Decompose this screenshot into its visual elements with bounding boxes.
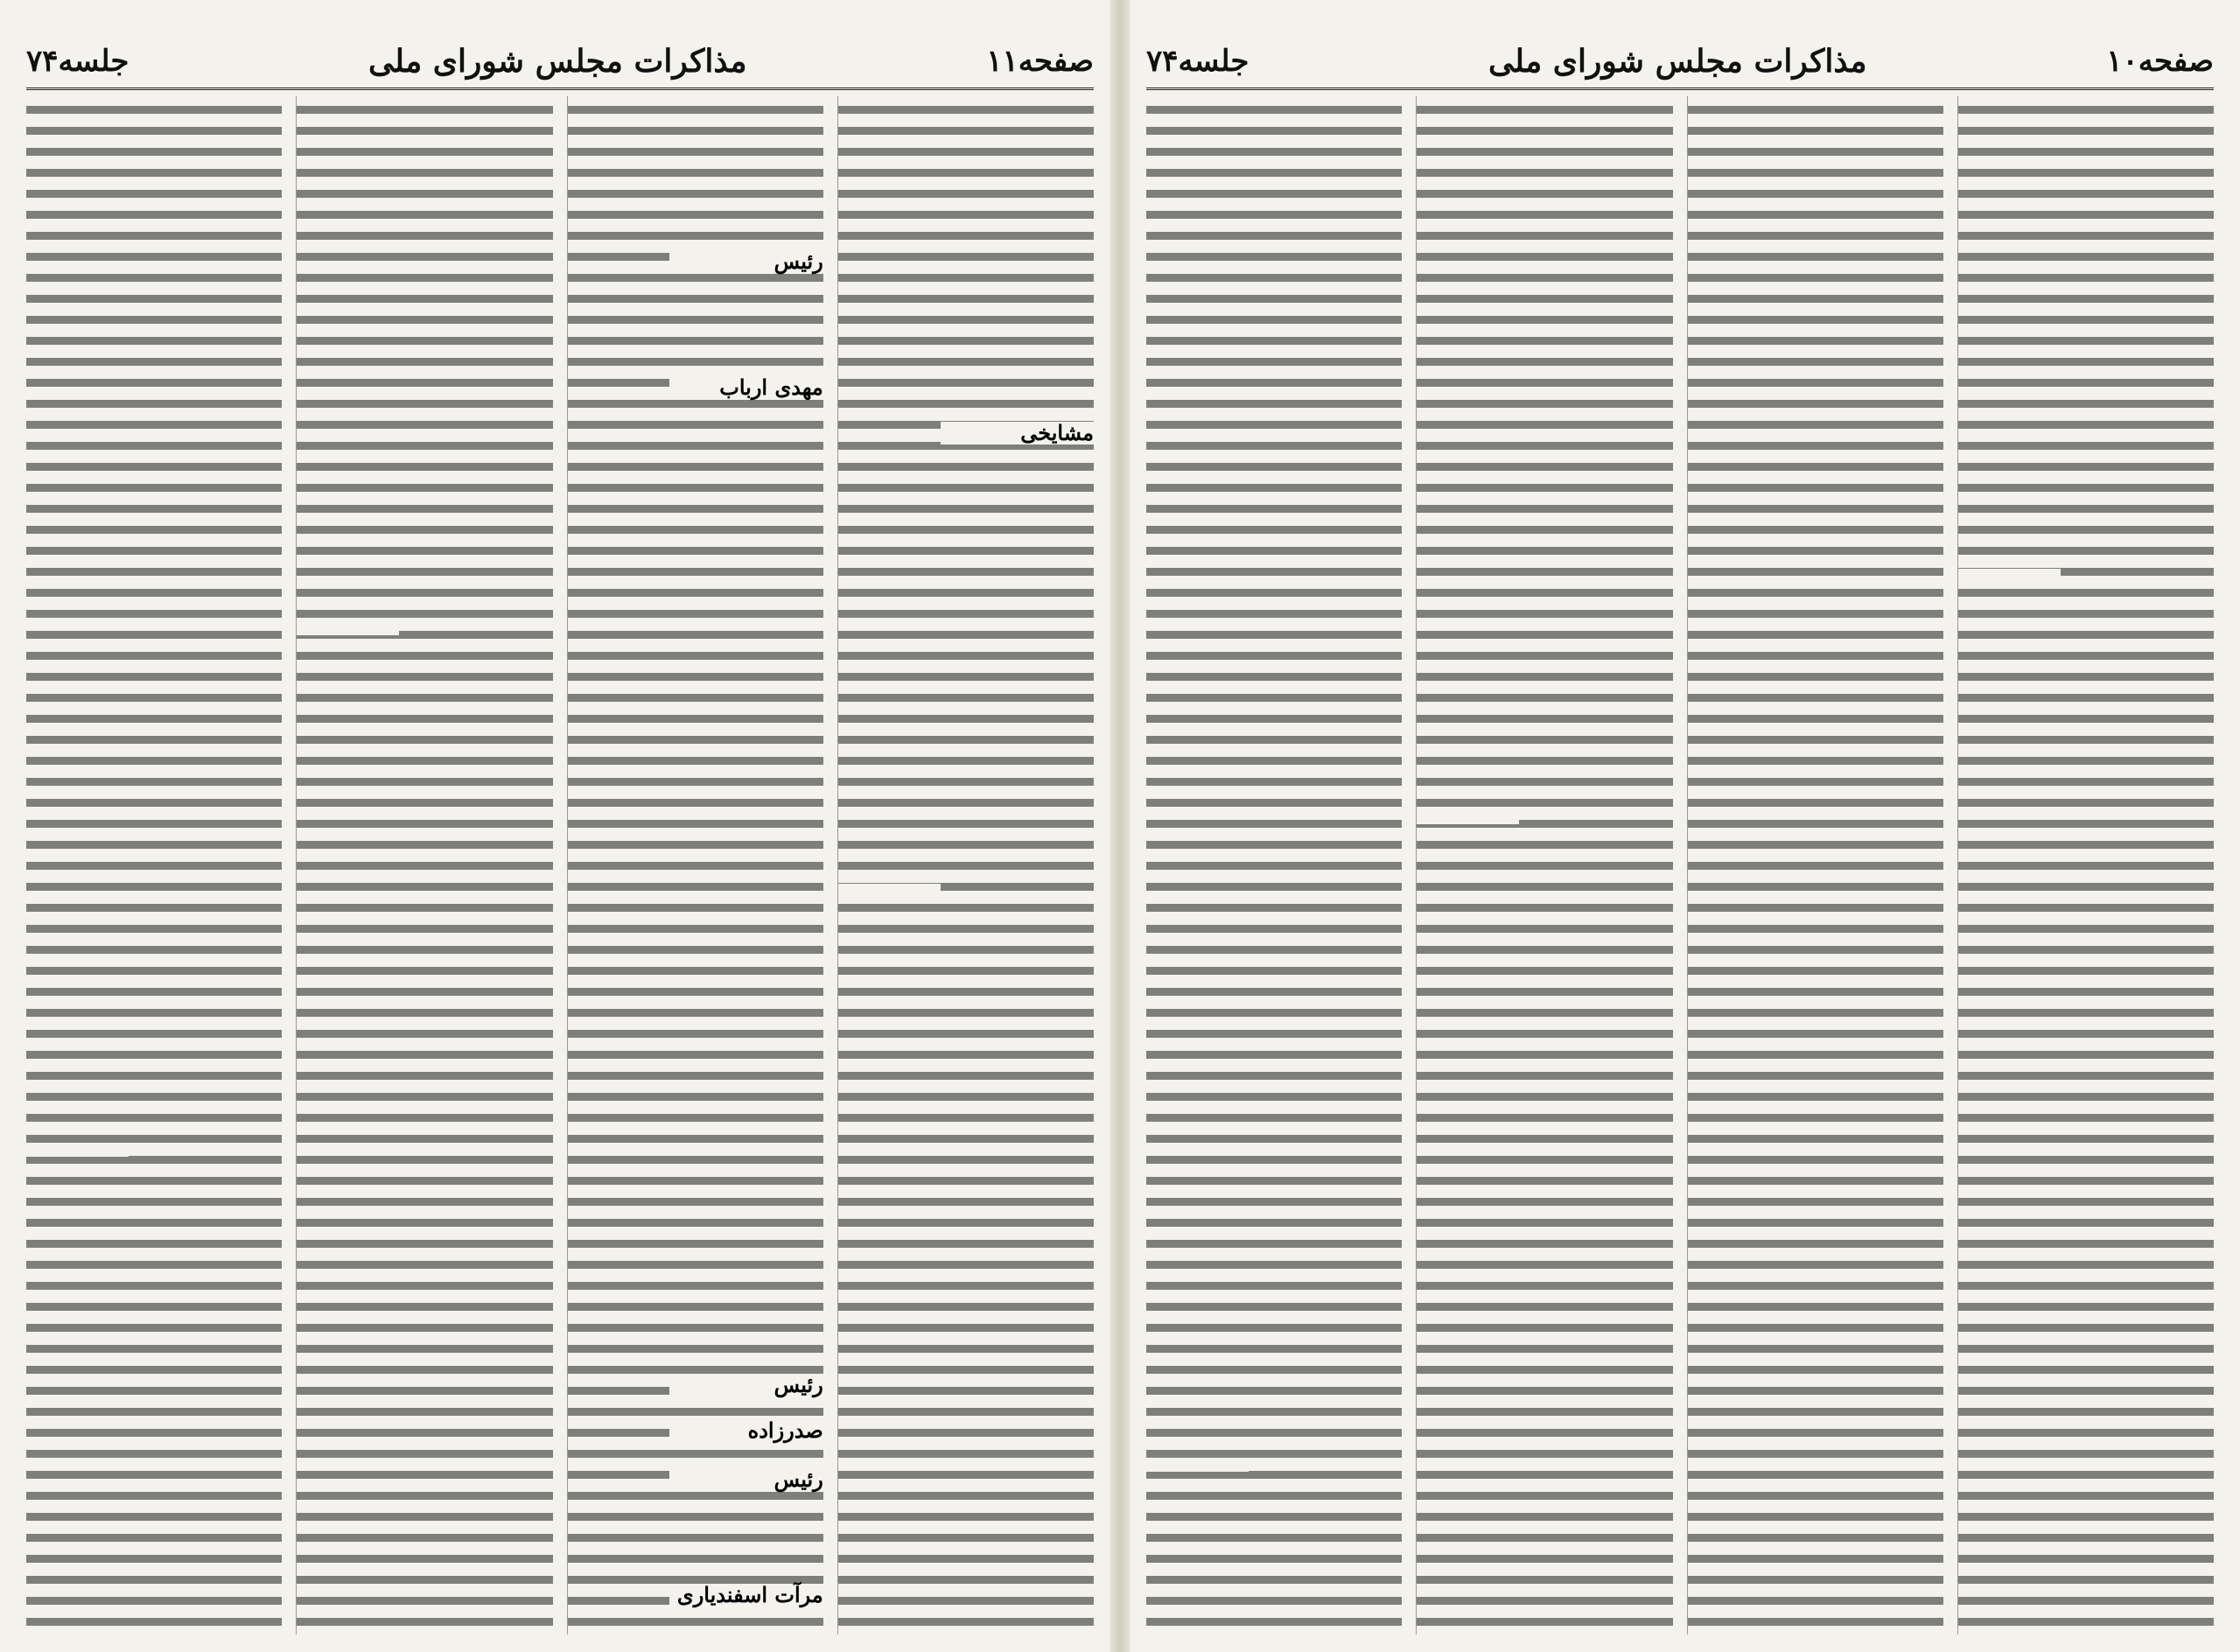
speaker-label: مشایخی bbox=[941, 422, 1094, 444]
speaker-label: مرآت اسفندیاری bbox=[669, 1584, 822, 1606]
speaker-label: رئیس bbox=[669, 1468, 822, 1491]
left-page-header bbox=[26, 35, 1094, 90]
text-column bbox=[26, 96, 282, 1634]
text-column bbox=[1146, 96, 1402, 1634]
page-number: صفحه۱۱ bbox=[986, 44, 1094, 79]
right-page-header bbox=[1146, 35, 2214, 90]
text-column bbox=[1957, 96, 2214, 1634]
speaker-label: صدرزاده bbox=[669, 1419, 822, 1442]
text-column bbox=[296, 96, 552, 1634]
right-columns bbox=[1146, 96, 2214, 1634]
speaker-label: مهدی ارباب bbox=[669, 376, 822, 399]
page-title: مذاکرات مجلس شورای ملی bbox=[368, 43, 747, 80]
speaker-label: رئیس bbox=[669, 1374, 822, 1396]
text-column bbox=[1687, 96, 1943, 1634]
text-column bbox=[567, 96, 823, 1634]
page-number: صفحه۱۰ bbox=[2106, 44, 2214, 79]
session-number: جلسه۷۴ bbox=[1146, 44, 1250, 79]
page-title: مذاکرات مجلس شورای ملی bbox=[1488, 43, 1867, 80]
speaker-label: رئیس bbox=[669, 250, 822, 273]
text-column bbox=[837, 96, 1094, 1634]
right-page bbox=[1120, 0, 2240, 1652]
left-columns bbox=[26, 96, 1094, 1634]
session-number: جلسه۷۴ bbox=[26, 44, 130, 79]
text-column bbox=[1416, 96, 1672, 1634]
